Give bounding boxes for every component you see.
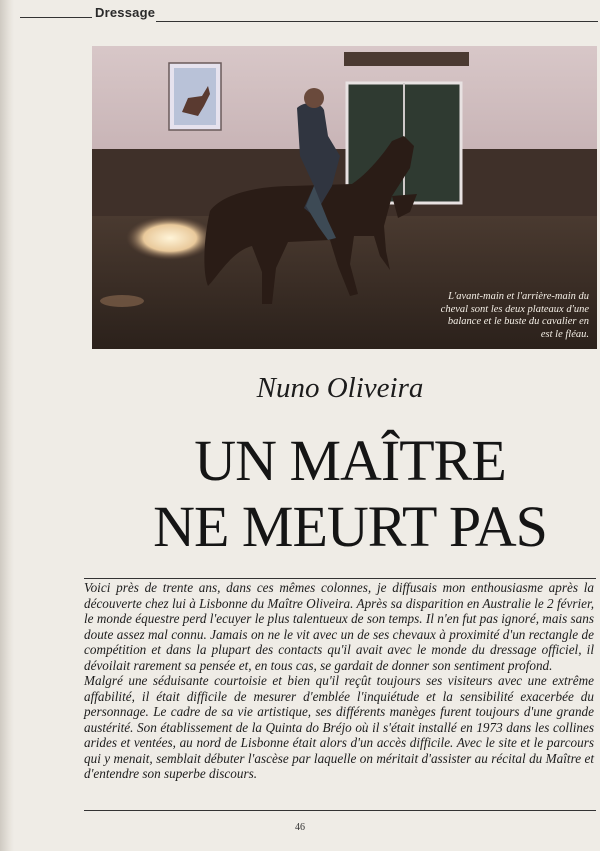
body-rule <box>84 810 596 811</box>
header-rule <box>156 21 598 22</box>
article-paragraph: Voici près de trente ans, dans ces mêmes colonnes, je diffusais mon enthousiasme après la découverte chez lui à Lisbonne du Maître Oliveira. Après sa disparition en Australie le 2 février, le monde équestre perd l'ecuyer le plus talentueux de son temps. Il n'en fut pas ignoré, mais sans doute assez mal connu. Jamais on ne le vit avec un de ses chevaux à proximité d'un rectangle de compétition et dans la plupart des contacts qu'il avait avec le monde du dressage officiel, il dévoilait rarement sa pensée et, en tous cas, se gardait de donner son sentiment profond. <box>84 580 594 673</box>
riding-hall-photo <box>92 46 597 349</box>
page-edge <box>0 0 14 851</box>
photo-caption: L'avant-main et l'arrière-main du cheval sont les deux plateaux d'une balance et le buste du cavalier en est le fléau. <box>440 291 589 340</box>
article-kicker: Nuno Oliveira <box>256 372 424 404</box>
body-rule <box>84 578 596 579</box>
section-label: Dressage <box>95 5 156 20</box>
headline-line: UN MAÎTRE <box>194 428 506 493</box>
article-headline <box>130 428 570 560</box>
header-rule <box>20 17 92 18</box>
headline-line: NE MEURT PAS <box>153 494 547 559</box>
article-body <box>84 580 594 782</box>
page-number: 46 <box>295 822 305 833</box>
article-paragraph: Malgré une séduisante courtoisie et bien qu'il reçût toujours ses visiteurs avec une extrême affabilité, il était difficile de mesurer d'emblée l'inquiétude et la sensibilité exacerbée du personnage. Le cadre de sa vie artistique, ses différents manèges furent toujours d'une grande austérité. Son établissement de la Quinta do Bréjo où il s'était installé en 1973 dans les collines arides et ventées, au nord de Lisbonne était alors d'un accès difficile. Avec le site et le parcours qui y menait, semblait débuter l'ascèse par laquelle on méritait d'assister au récital du Maître et d'entendre son superbe discours. <box>84 673 594 781</box>
